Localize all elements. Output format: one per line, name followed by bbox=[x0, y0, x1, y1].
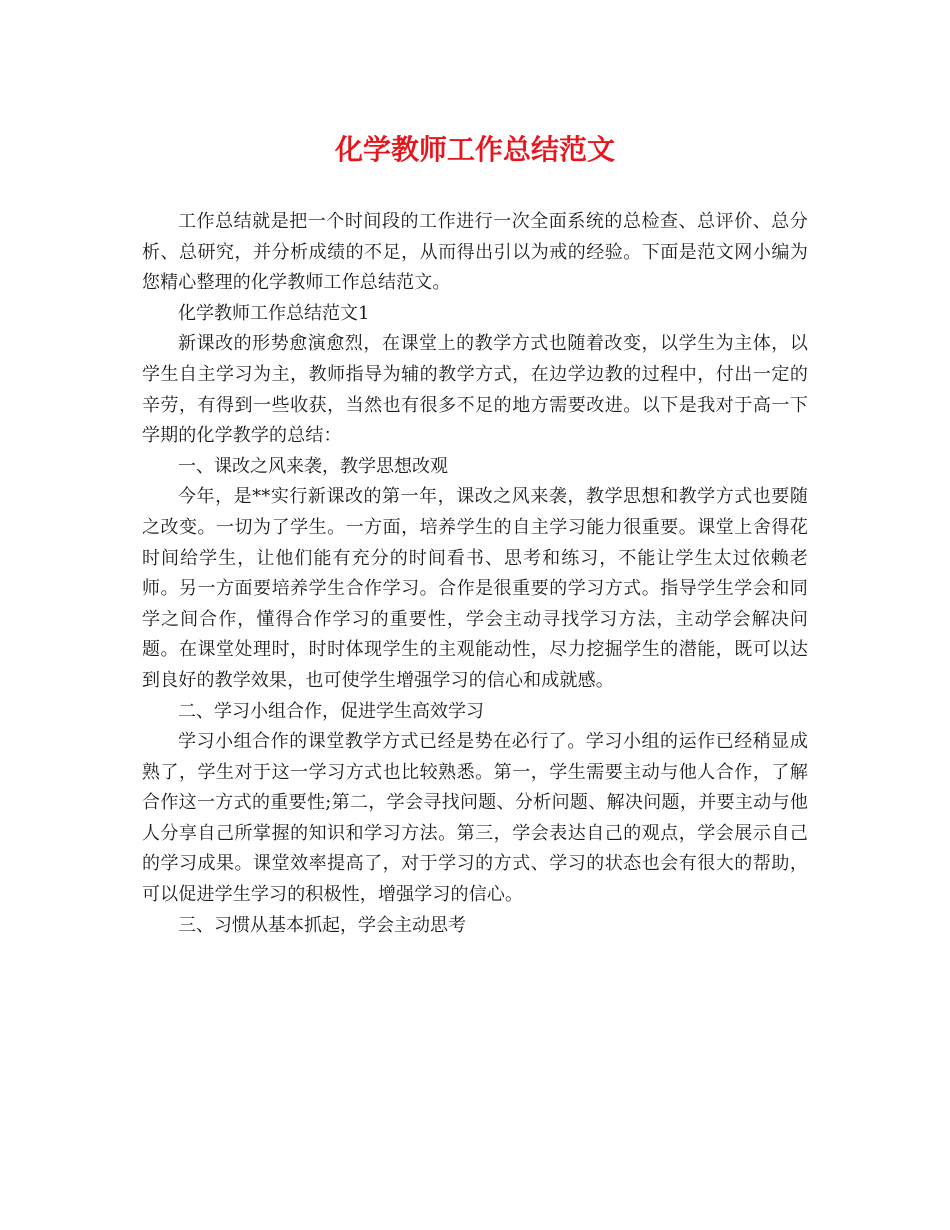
document-body bbox=[142, 207, 808, 941]
section-title-sample-1: 化学教师工作总结范文1 bbox=[178, 302, 370, 324]
section-heading-1: 一、课改之风来袭，教学思想改观 bbox=[178, 455, 448, 477]
body-paragraph: 今年，是**实行新课改的第一年，课改之风来袭，教学思想和教学方式也要随之改变。一切为了学生。一方面，培养学生的自主学习能力很重要。课堂上舍得花时间给学生，让他们能有充分的时间看书、思考和练习，不能让学生太过依赖老师。另一方面要培养学生合作学习。合作是很重要的学习方式。指导学生学会和同学之间合作，懂得合作学习的重要性，学会主动寻找学习方法，主动学会解决问题。在课堂处理时，时时体现学生的主观能动性，尽力挖掘学生的潜能，既可以达到良好的教学效果，也可使学生增强学习的信心和成就感。 bbox=[142, 486, 808, 691]
body-paragraph: 学习小组合作的课堂教学方式已经是势在必行了。学习小组的运作已经稍显成熟了，学生对于这一学习方式也比较熟悉。第一，学生需要主动与他人合作，了解合作这一方式的重要性;第二，学会寻找问题、分析问题、解决问题，并要主动与他人分享自己所掌握的知识和学习方法。第三，学会表达自己的观点，学会展示自己的学习成果。课堂效率提高了，对于学习的方式、学习的状态也会有很大的帮助，可以促进学生学习的积极性，增强学习的信心。 bbox=[142, 731, 808, 906]
section-heading-3: 三、习惯从基本抓起，学会主动思考 bbox=[178, 914, 466, 936]
document-title: 化学教师工作总结范文 bbox=[334, 133, 615, 166]
body-paragraph: 新课改的形势愈演愈烈，在课堂上的教学方式也随着改变，以学生为主体，以学生自主学习为主，教师指导为辅的教学方式，在边学边教的过程中，付出一定的辛劳，有得到一些收获，当然也有很多不足的地方需要改进。以下是我对于高一下学期的化学教学的总结： bbox=[142, 333, 808, 447]
intro-paragraph: 工作总结就是把一个时间段的工作进行一次全面系统的总检查、总评价、总分析、总研究，并分析成绩的不足，从而得出引以为戒的经验。下面是范文网小编为您精心整理的化学教师工作总结范文。 bbox=[142, 211, 808, 294]
section-heading-2: 二、学习小组合作，促进学生高效学习 bbox=[178, 700, 484, 722]
